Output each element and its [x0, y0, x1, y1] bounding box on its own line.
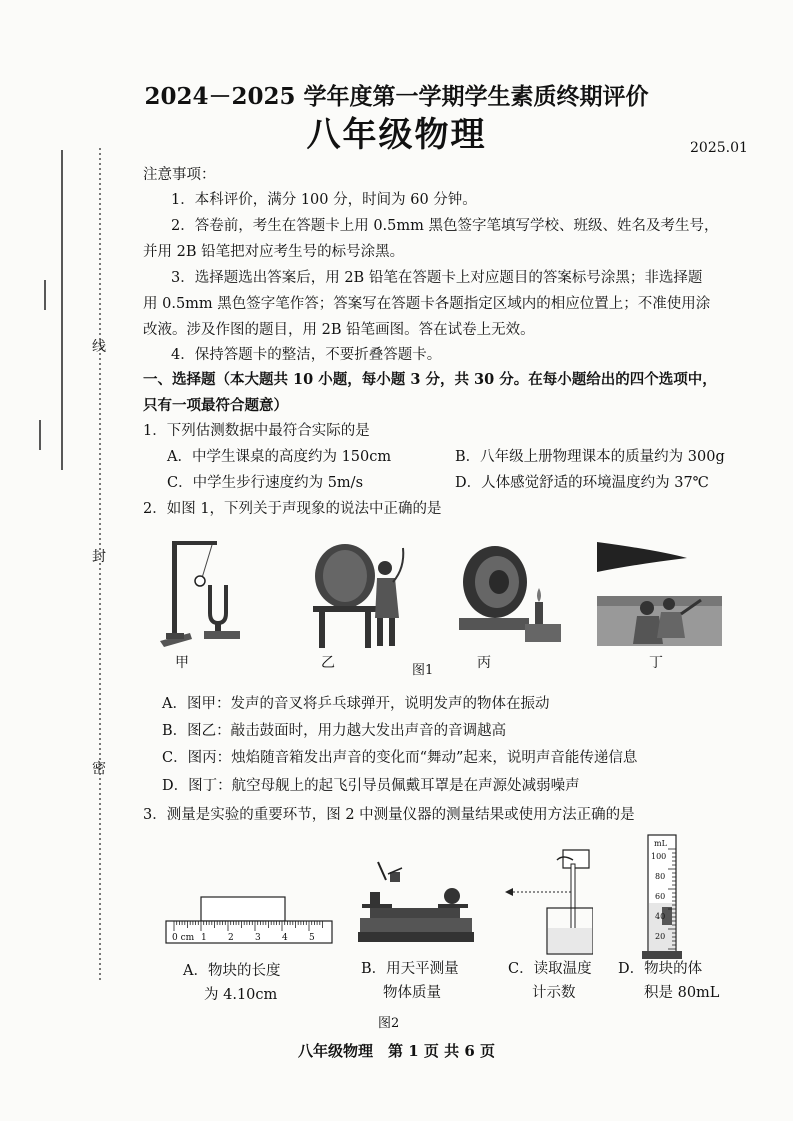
binding-margin	[0, 0, 130, 1121]
q3-option-c-cont: 计示数	[532, 985, 576, 1001]
note-item: 2．答卷前，考生在答题卡上用 0.5mm 黑色签字笔填写学校、班级、姓名及考生号，	[171, 218, 719, 234]
subject-title: 八年级物理	[306, 115, 487, 155]
q1-option-d: D．人体感觉舒适的环境温度约为 37℃	[455, 475, 709, 491]
q3-stem: 3．测量是实验的重要环节，图 2 中测量仪器的测量结果或使用方法正确的是	[143, 807, 635, 823]
aircraft-carrier-figure	[597, 538, 722, 648]
section1-heading: 一、选择题（本大题共 10 小题，每小题 3 分，共 30 分。在每小题给出的四个选项中，	[143, 371, 717, 388]
q1-option-c: C．中学生步行速度约为 5m/s	[167, 475, 364, 491]
ruler-tick-label: 0 cm	[172, 933, 195, 943]
ruler-tick-label: 4	[282, 933, 288, 943]
margin-seal-label: 封	[92, 549, 106, 565]
q3-option-b: B．用天平测量	[361, 961, 459, 977]
q1-stem: 1．下列估测数据中最符合实际的是	[143, 423, 370, 439]
ruler-tick-label: 2	[228, 933, 234, 943]
exam-date: 2025.01	[690, 140, 748, 156]
note-item: 并用 2B 铅笔把对应考生号的标号涂黑。	[143, 244, 405, 260]
notes-heading: 注意事项：	[143, 167, 216, 183]
note-item: 4．保持答题卡的整洁，不要折叠答题卡。	[171, 347, 442, 363]
margin-line-label: 线	[92, 339, 106, 355]
ruler-tick-label: 1	[201, 933, 207, 943]
fig1-label-ding: 丁	[649, 655, 663, 671]
cylinder-tick-label: 100	[651, 852, 667, 861]
q3-option-a: A．物块的长度	[183, 963, 281, 979]
fig1-caption: 图1	[412, 663, 434, 678]
q3-option-d: D．物块的体	[618, 961, 703, 977]
q3-option-b-cont: 物体质量	[383, 985, 441, 1001]
note-item: 改液。涉及作图的题目，用 2B 铅笔画图。答在试卷上无效。	[143, 322, 535, 338]
q2-option-c: C．图丙：烛焰随音箱发出声音的变化而“舞动”起来，说明声音能传递信息	[162, 750, 638, 766]
margin-secret-label: 密	[92, 761, 106, 777]
thermometer-figure	[503, 848, 593, 958]
ruler-tick-label: 3	[255, 933, 261, 943]
cylinder-unit-label: mL	[654, 839, 667, 848]
tuning-fork-figure	[160, 533, 250, 648]
page-footer: 八年级物理 第 1 页 共 6 页	[298, 1042, 495, 1060]
note-item: 1．本科评价，满分 100 分，时间为 60 分钟。	[171, 192, 477, 208]
q2-option-a: A．图甲：发声的音叉将乒乓球弹开，说明发声的物体在振动	[162, 696, 550, 712]
note-item: 用 0.5mm 黑色签字笔作答；答案写在答题卡各题指定区域内的相应位置上；不准使用涂	[143, 296, 711, 312]
q3-option-d-cont: 积是 80mL	[644, 985, 720, 1001]
cylinder-tick-label: 80	[655, 872, 666, 881]
drum-figure	[305, 538, 420, 648]
exam-title: 2024－2025 学年度第一学期学生素质终期评价	[144, 83, 649, 110]
q2-option-d: D．图丁：航空母舰上的起飞引导员佩戴耳罩是在声源处减弱噪声	[162, 778, 580, 794]
section1-heading-cont: 只有一项最符合题意）	[143, 397, 288, 414]
cylinder-tick-label: 60	[655, 892, 666, 901]
fig1-label-bing: 丙	[477, 655, 491, 671]
fig1-label-yi: 乙	[321, 655, 335, 671]
ruler-tick-label: 5	[309, 933, 315, 943]
q1-option-b: B．八年级上册物理课本的质量约为 300g	[455, 449, 725, 465]
q2-option-b: B．图乙：敲击鼓面时，用力越大发出声音的音调越高	[162, 723, 507, 739]
balance-figure	[356, 858, 474, 950]
q3-option-a-cont: 为 4.10cm	[204, 987, 278, 1003]
q2-stem: 2．如图 1，下列关于声现象的说法中正确的是	[143, 501, 442, 517]
fig1-label-jia: 甲	[175, 655, 189, 671]
cylinder-tick-label: 40	[655, 912, 666, 921]
cylinder-tick-label: 20	[655, 932, 666, 941]
q3-option-c: C．读取温度	[508, 961, 592, 977]
fig2-caption: 图2	[378, 1016, 400, 1031]
q1-option-a: A．中学生课桌的高度约为 150cm	[167, 449, 392, 465]
note-item: 3．选择题选出答案后，用 2B 铅笔在答题卡上对应题目的答案标号涂黑；非选择题	[171, 270, 703, 286]
speaker-candle-figure	[455, 540, 565, 645]
